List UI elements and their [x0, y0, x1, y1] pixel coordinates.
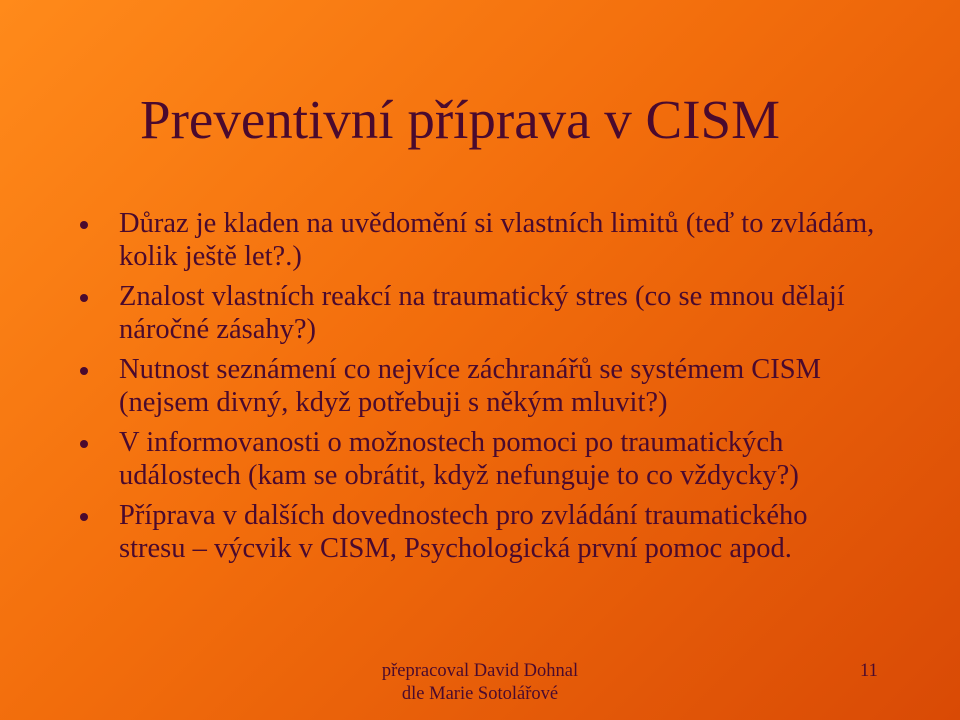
- footer-author-line1: přepracoval David Dohnal: [381, 661, 579, 681]
- bullet-item: [80, 427, 880, 492]
- bullet-text: Příprava v dalších dovednostech pro zvládání traumatického stresu – výcvik v CISM, Psychologická první pomoc apod.: [119, 500, 808, 564]
- page-number: 11: [860, 661, 878, 681]
- footer-author-line2: dle Marie Sotolářové: [401, 684, 559, 704]
- bullet-item: [80, 354, 880, 419]
- bullet-dot-icon: [80, 221, 88, 229]
- bullet-text: Důraz je kladen na uvědomění si vlastních limitů (teď to zvládám, kolik ještě let?.): [119, 208, 875, 272]
- bullet-item: [80, 208, 880, 273]
- bullet-text: Znalost vlastních reakcí na traumatický stres (co se mnou dělají náročné zásahy?): [119, 281, 845, 345]
- bullet-dot-icon: [80, 513, 88, 521]
- slide-title: Preventivní příprava v CISM: [140, 89, 781, 150]
- footer-author: [375, 660, 585, 706]
- bullet-item: [80, 281, 880, 346]
- bullet-dot-icon: [80, 440, 88, 448]
- bullet-list: [80, 208, 880, 573]
- bullet-text: V informovanosti o možnostech pomoci po traumatických událostech (kam se obrátit, když nefunguje to co vždycky?): [119, 427, 799, 491]
- bullet-text: Nutnost seznámení co nejvíce záchranářů se systémem CISM (nejsem divný, když potřebuji s někým mluvit?): [119, 354, 821, 418]
- bullet-dot-icon: [80, 367, 88, 375]
- bullet-dot-icon: [80, 294, 88, 302]
- bullet-item: [80, 500, 880, 565]
